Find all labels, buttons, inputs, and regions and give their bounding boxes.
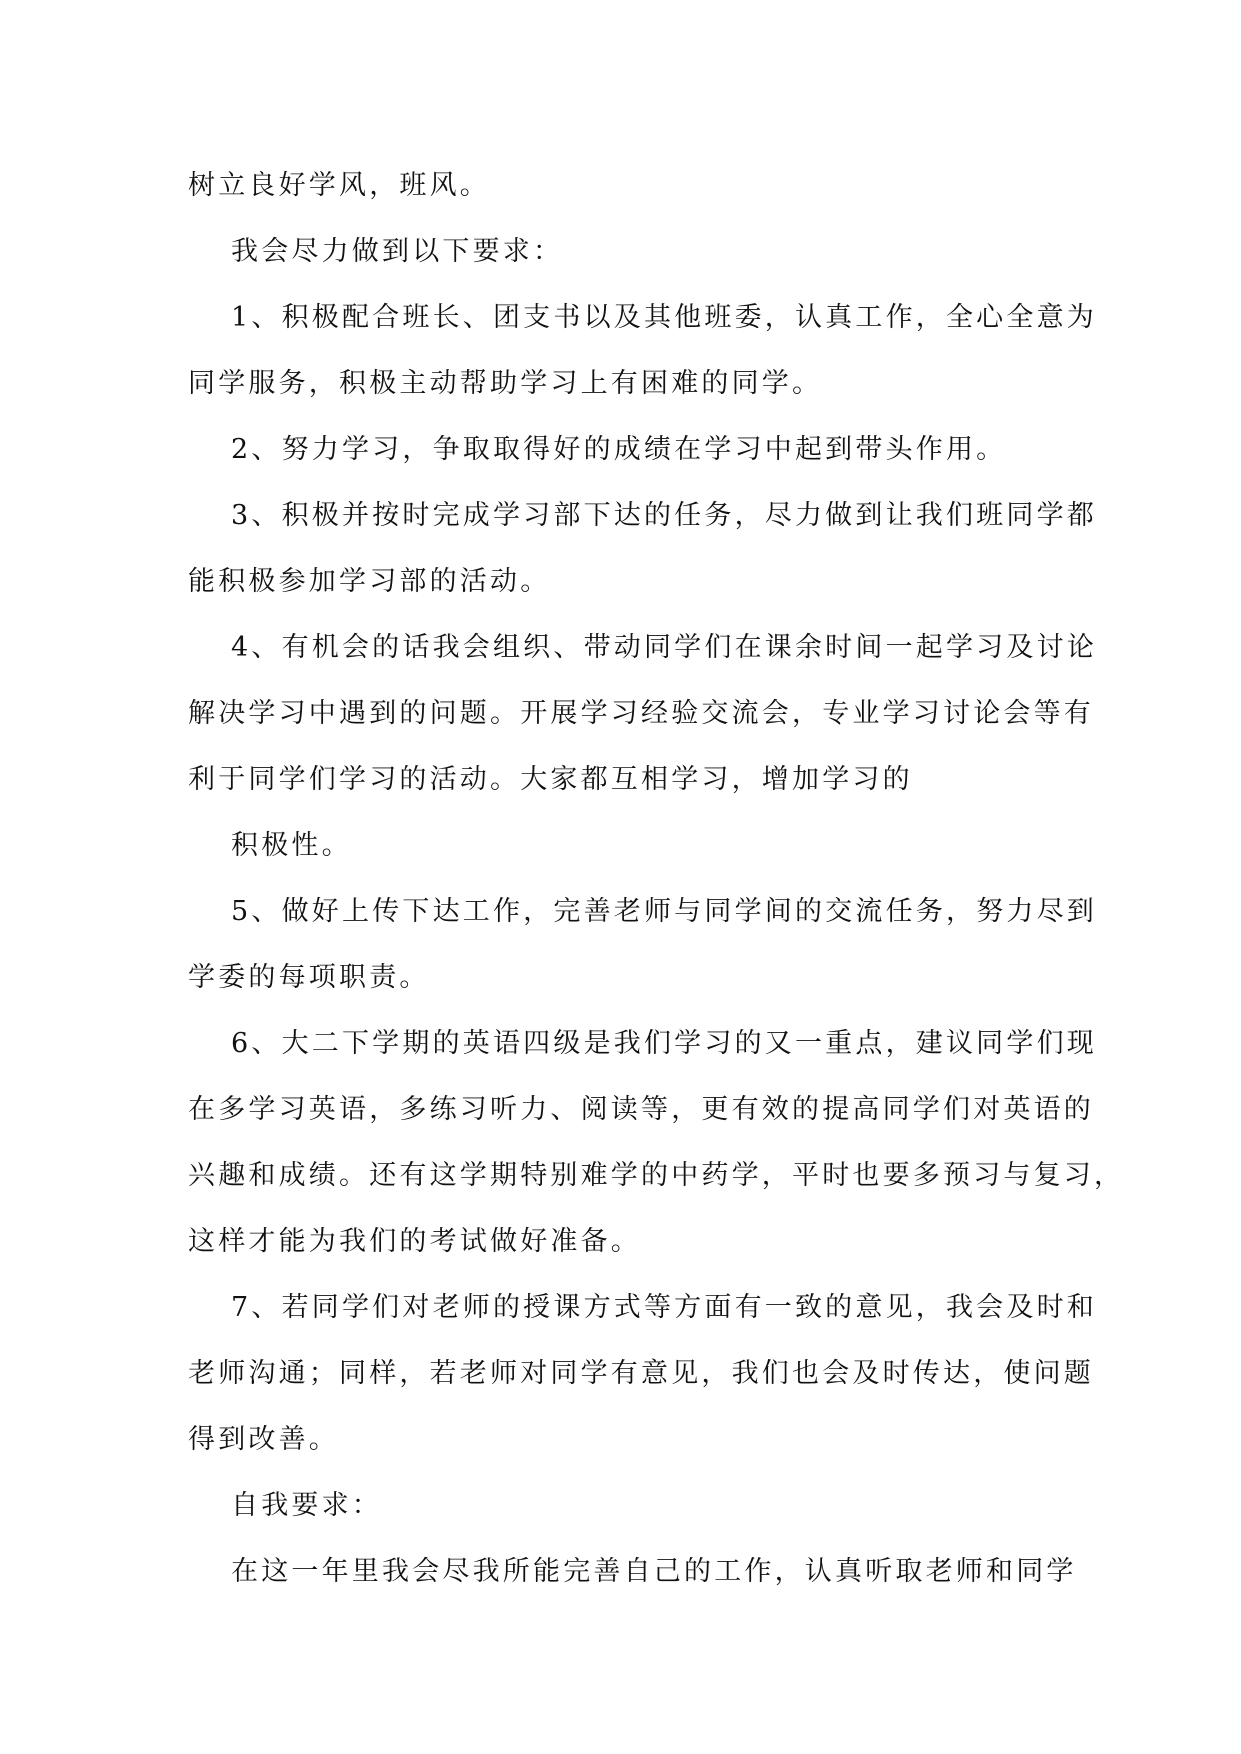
text-line: 能积极参加学习部的活动。 — [188, 566, 551, 597]
text-line: 在多学习英语，多练习听力、阅读等，更有效的提高同学们对英语的 — [188, 1094, 1094, 1125]
text-line: 6、大二下学期的英语四级是我们学习的又一重点，建议同学们现 — [231, 1028, 1097, 1059]
text-line: 积极性。 — [231, 830, 352, 861]
text-line: 我会尽力做到以下要求： — [231, 236, 564, 267]
text-line: 4、有机会的话我会组织、带动同学们在课余时间一起学习及讨论 — [231, 632, 1097, 663]
text-line: 5、做好上传下达工作，完善老师与同学间的交流任务，努力尽到 — [231, 896, 1097, 927]
text-line: 老师沟通；同样，若老师对同学有意见，我们也会及时传达，使问题 — [188, 1358, 1094, 1389]
text-line: 这样才能为我们的考试做好准备。 — [188, 1226, 641, 1257]
text-line: 学委的每项职责。 — [188, 962, 430, 993]
text-line: 同学服务，积极主动帮助学习上有困难的同学。 — [188, 368, 823, 399]
text-line: 在这一年里我会尽我所能完善自己的工作，认真听取老师和同学 — [231, 1556, 1077, 1587]
text-line: 3、积极并按时完成学习部下达的任务，尽力做到让我们班同学都 — [231, 500, 1097, 531]
text-line: 自我要求： — [231, 1490, 382, 1521]
text-line: 利于同学们学习的活动。大家都互相学习，增加学习的 — [188, 764, 913, 795]
text-line: 2、努力学习，争取取得好的成绩在学习中起到带头作用。 — [231, 434, 1007, 465]
text-line: 树立良好学风，班风。 — [188, 170, 490, 201]
text-line: 解决学习中遇到的问题。开展学习经验交流会，专业学习讨论会等有 — [188, 698, 1094, 729]
text-line: 兴趣和成绩。还有这学期特别难学的中药学，平时也要多预习与复习， — [188, 1160, 1125, 1191]
text-line: 1、积极配合班长、团支书以及其他班委，认真工作，全心全意为 — [231, 302, 1097, 333]
text-line: 得到改善。 — [188, 1424, 339, 1455]
text-line: 7、若同学们对老师的授课方式等方面有一致的意见，我会及时和 — [231, 1292, 1097, 1323]
